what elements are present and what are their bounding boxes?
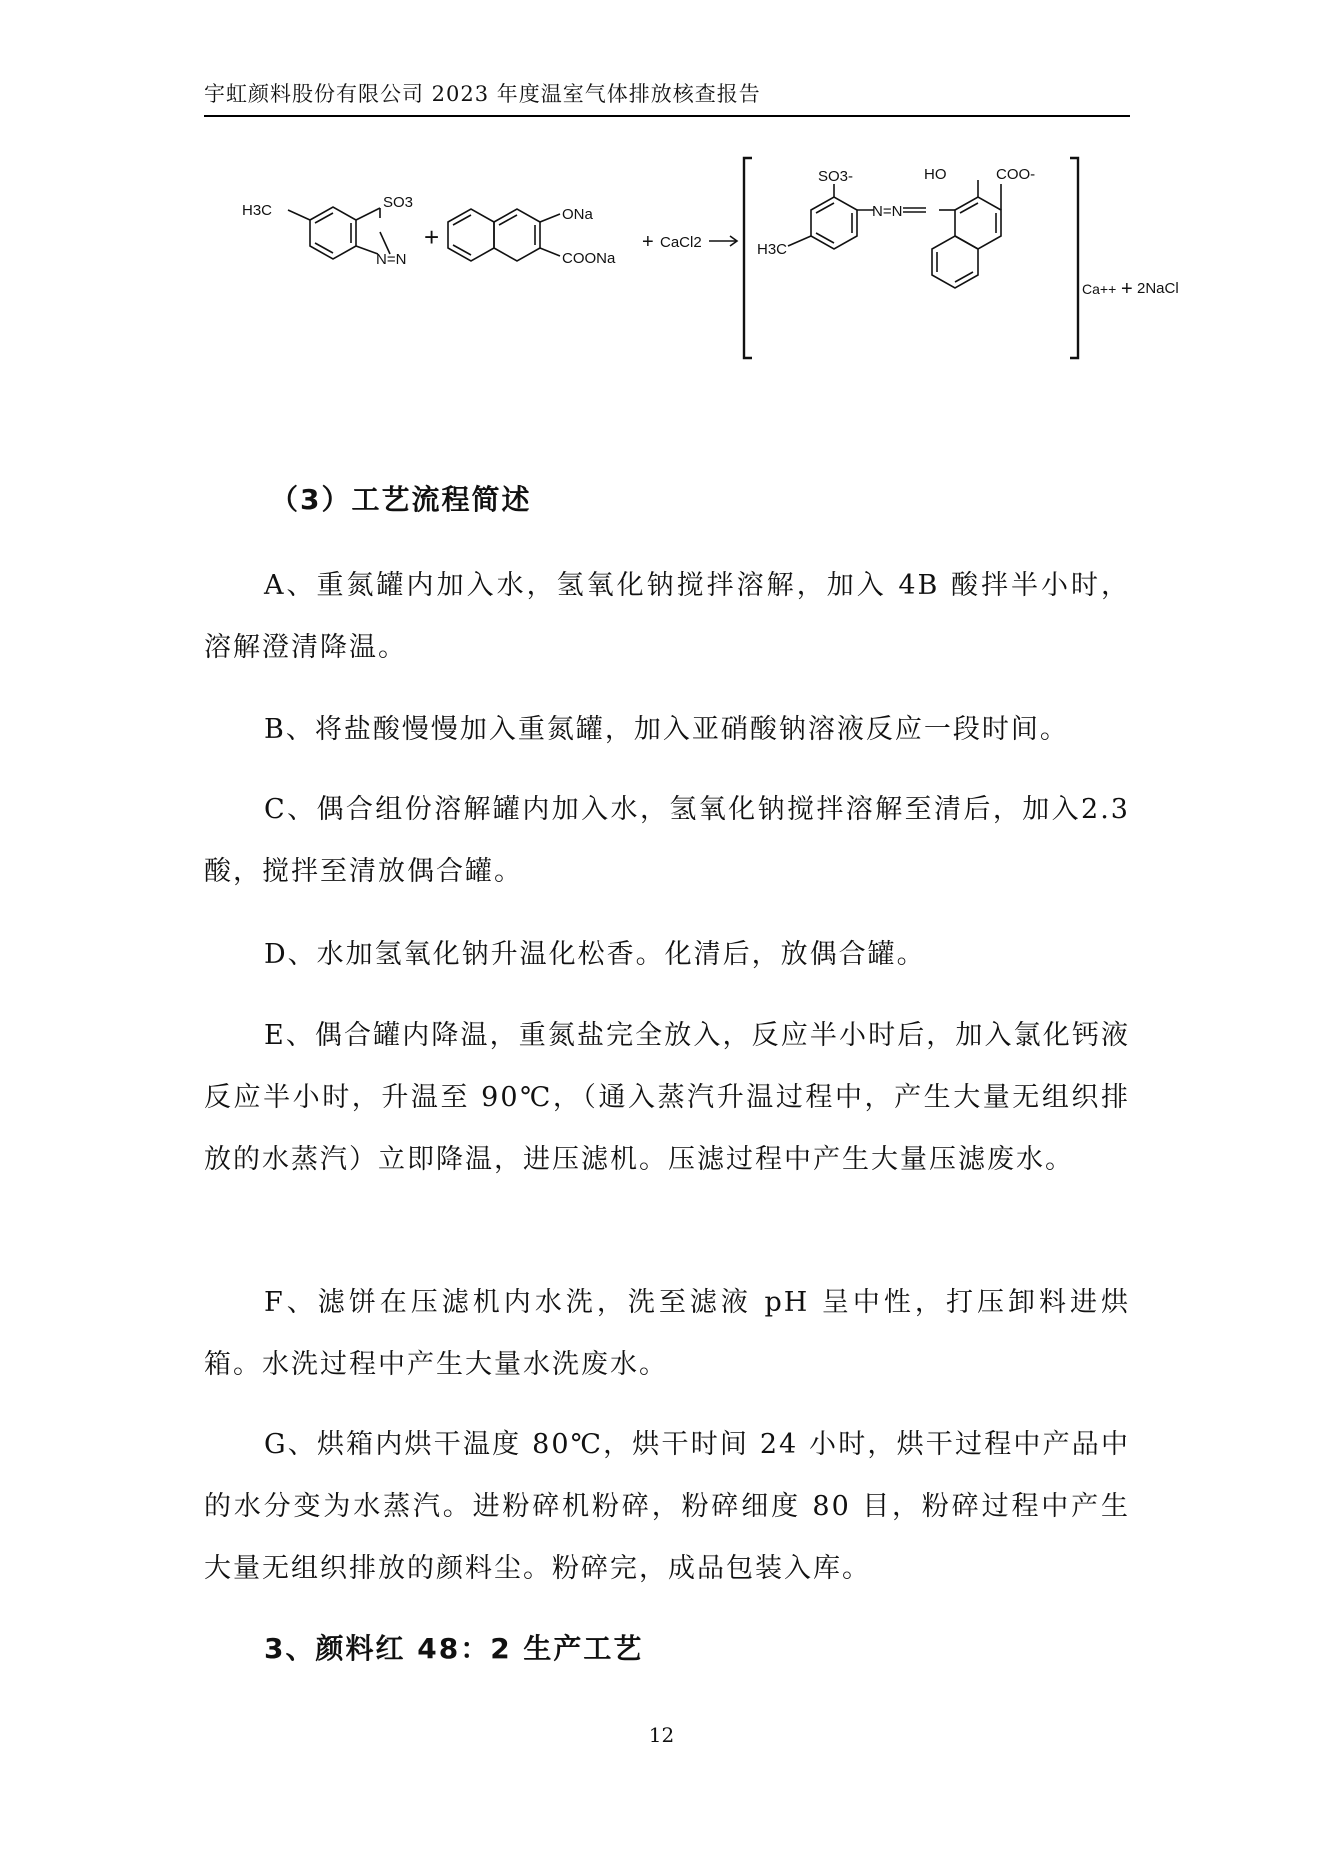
- plus-sign-1: +: [424, 222, 440, 252]
- product-sulfo: SO3-: [818, 168, 854, 185]
- calcium-cation: Ca++: [1082, 281, 1117, 297]
- plus-sign-3: +: [1121, 278, 1133, 300]
- paragraph-b: B、将盐酸慢慢加入重氮罐，加入亚硝酸钠溶液反应一段时间。: [264, 714, 1069, 745]
- paragraph-a: A、重氮罐内加入水，氢氧化钠搅拌溶解，加入 4B 酸拌半小时，溶解澄清降温。: [204, 570, 1130, 663]
- product-hydroxyl: HO: [924, 166, 947, 183]
- product-naphthalene-ring: [932, 180, 1001, 288]
- product-bracket: [744, 158, 1078, 358]
- reactant-1-methyl: H3C: [242, 202, 273, 219]
- paragraph-d: D、水加氢氧化钠升温化松香。化清后，放偶合罐。: [264, 939, 926, 970]
- paragraph-f: F、滤饼在压滤机内水洗，洗至滤液 pH 呈中性，打压卸料进烘箱。水洗过程中产生大量水洗废水。: [204, 1287, 1130, 1380]
- reactant-2-coona: COONa: [562, 250, 616, 267]
- sodium-chloride: 2NaCl: [1137, 280, 1179, 297]
- product-azo: N=N: [872, 203, 903, 220]
- plus-sign-2: +: [642, 231, 654, 253]
- paragraph-g: G、烘箱内烘干温度 80℃，烘干时间 24 小时，烘干过程中产品中的水分变为水蒸汽。进粉碎机粉碎，粉碎细度 80 目，粉碎过程中产生大量无组织排放的颜料尘。粉碎完，成品包装入库。: [204, 1429, 1130, 1584]
- reaction-arrow: [709, 236, 737, 246]
- paragraph-c: C、偶合组份溶解罐内加入水，氢氧化钠搅拌溶解至清后，加入2.3 酸，搅拌至清放偶合罐。: [204, 794, 1130, 887]
- reactant-1-azo: N=N: [376, 251, 407, 268]
- reaction-equation: [240, 150, 1240, 370]
- product-methyl: H3C: [757, 241, 788, 258]
- page-header: 宇虹颜料股份有限公司 2023 年度温室气体排放核查报告: [204, 82, 761, 106]
- section-heading: （3）工艺流程简述: [270, 483, 532, 516]
- subsection-heading: 3、颜料红 48：2 生产工艺: [264, 1632, 644, 1665]
- reactant-2-structure: [448, 209, 560, 261]
- product-carboxyl: COO-: [996, 166, 1036, 183]
- reagent-cacl2: CaCl2: [660, 234, 702, 251]
- paragraph-e: E、偶合罐内降温，重氮盐完全放入，反应半小时后，加入氯化钙液反应半小时，升温至 90℃，（通入蒸汽升温过程中，产生大量无组织排放的水蒸汽）立即降温，进压滤机。压滤过程中产生大量压滤废水。: [204, 1020, 1130, 1175]
- reactant-1-structure: [288, 207, 390, 259]
- reactant-2-ona: ONa: [562, 206, 593, 223]
- header-rule: [204, 115, 1130, 117]
- reactant-1-sulfo: SO3: [383, 194, 414, 211]
- page-number: 12: [648, 1723, 675, 1747]
